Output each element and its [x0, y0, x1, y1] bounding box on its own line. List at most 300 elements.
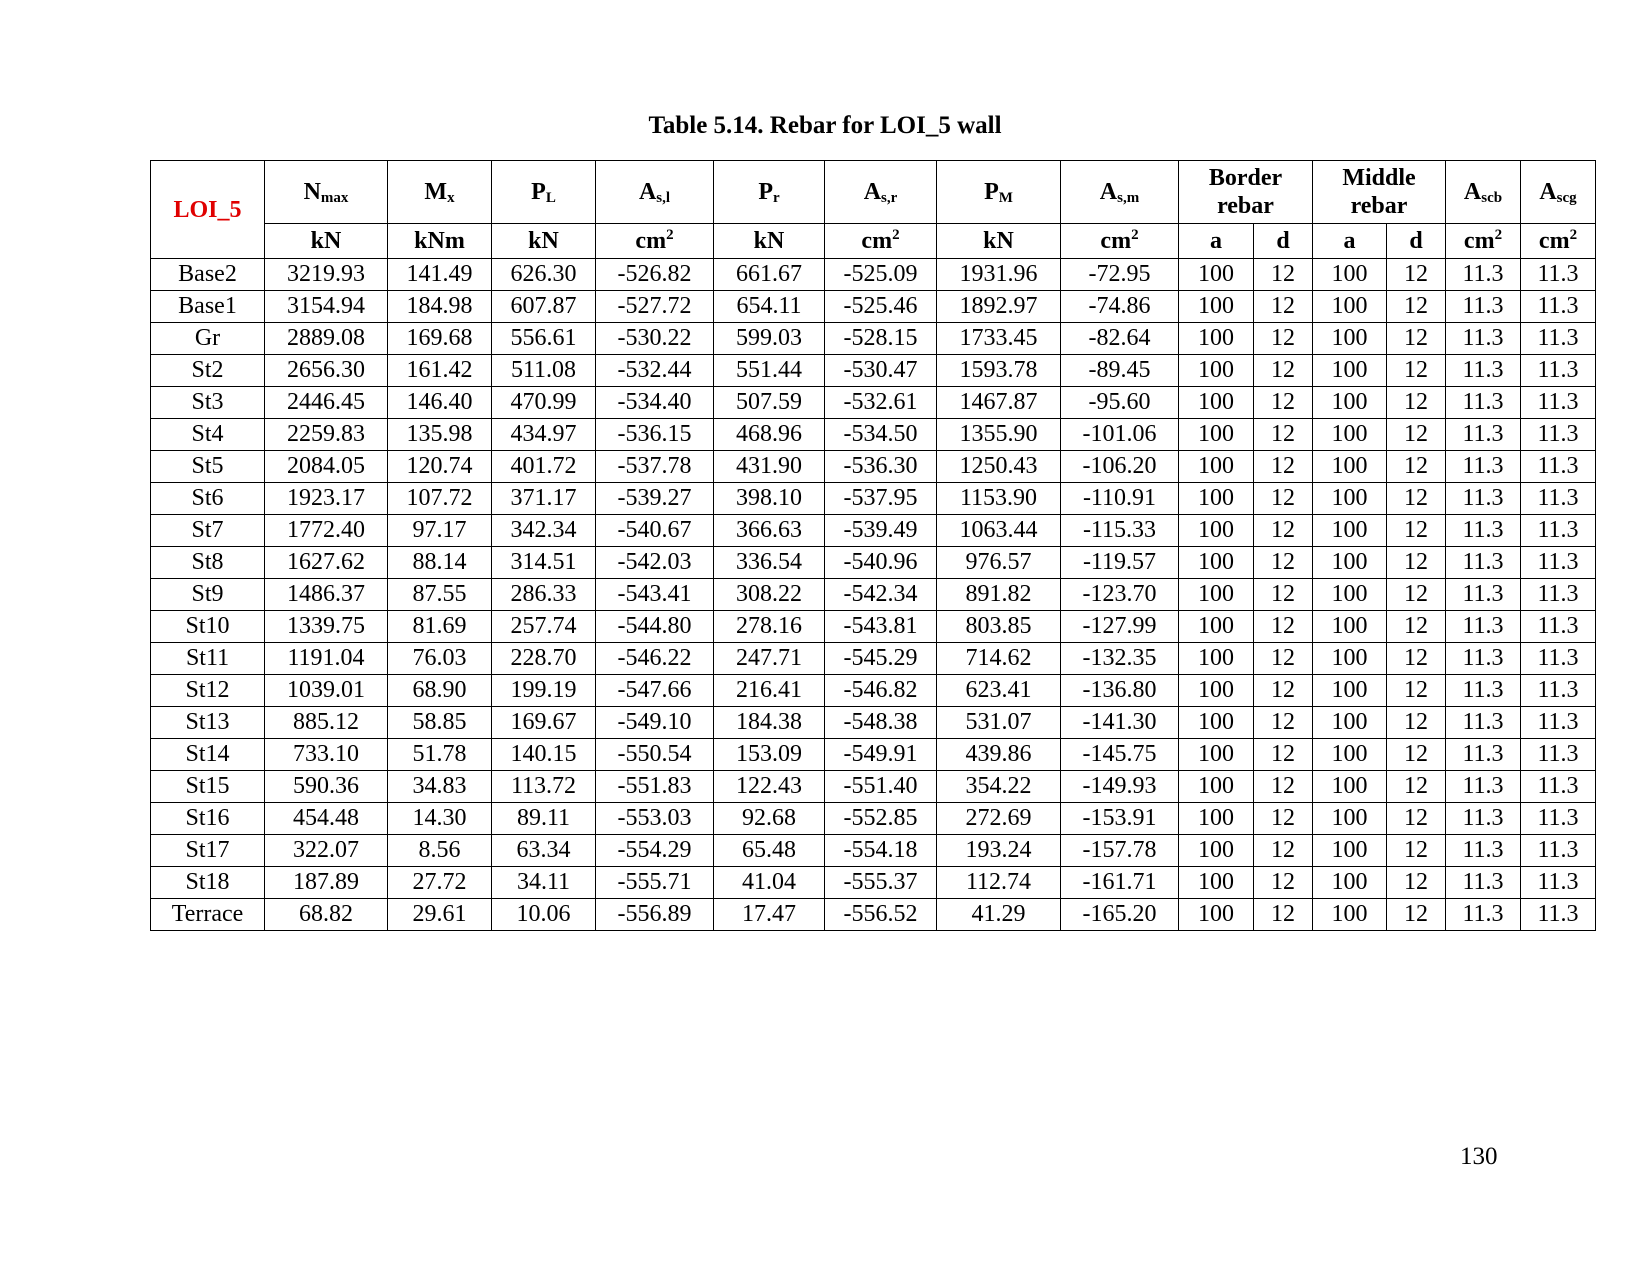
row-label: St11 — [151, 643, 265, 675]
table-cell: 12 — [1254, 643, 1313, 675]
table-cell: 1733.45 — [937, 323, 1061, 355]
table-cell: 11.3 — [1521, 643, 1596, 675]
table-cell: 454.48 — [265, 803, 388, 835]
table-cell: 11.3 — [1446, 419, 1521, 451]
table-cell: 12 — [1387, 291, 1446, 323]
table-cell: 135.98 — [388, 419, 492, 451]
table-cell: 100 — [1179, 579, 1254, 611]
table-cell: 11.3 — [1446, 611, 1521, 643]
header-row — [151, 161, 1596, 224]
table-cell: 100 — [1179, 419, 1254, 451]
table-cell: 1486.37 — [265, 579, 388, 611]
table-cell: 100 — [1313, 899, 1387, 931]
table-row — [151, 643, 1596, 675]
table-cell: 113.72 — [492, 771, 596, 803]
table-cell: 654.11 — [714, 291, 825, 323]
table-cell: 12 — [1254, 771, 1313, 803]
table-cell: -543.81 — [825, 611, 937, 643]
row-label: St2 — [151, 355, 265, 387]
table-cell: 11.3 — [1521, 771, 1596, 803]
table-cell: -539.27 — [596, 483, 714, 515]
table-cell: 100 — [1313, 739, 1387, 771]
table-cell: 11.3 — [1521, 515, 1596, 547]
table-cell: 12 — [1387, 611, 1446, 643]
table-cell: 3154.94 — [265, 291, 388, 323]
table-row — [151, 835, 1596, 867]
table-cell: 100 — [1179, 387, 1254, 419]
table-cell: 11.3 — [1521, 675, 1596, 707]
table-cell: -556.52 — [825, 899, 937, 931]
table-cell: 626.30 — [492, 259, 596, 291]
table-cell: 12 — [1387, 579, 1446, 611]
table-row — [151, 355, 1596, 387]
table-cell: 11.3 — [1446, 291, 1521, 323]
row-label: St9 — [151, 579, 265, 611]
table-cell: 100 — [1313, 355, 1387, 387]
row-label: St7 — [151, 515, 265, 547]
table-cell: -110.91 — [1061, 483, 1179, 515]
table-cell: 2084.05 — [265, 451, 388, 483]
table-cell: -534.40 — [596, 387, 714, 419]
table-cell: -141.30 — [1061, 707, 1179, 739]
header-middle-rebar: Middle rebar — [1313, 161, 1446, 224]
table-cell: 12 — [1254, 547, 1313, 579]
table-cell: 11.3 — [1521, 739, 1596, 771]
table-cell: 1153.90 — [937, 483, 1061, 515]
table-cell: 100 — [1179, 643, 1254, 675]
table-cell: 153.09 — [714, 739, 825, 771]
table-cell: 100 — [1179, 803, 1254, 835]
table-cell: 1923.17 — [265, 483, 388, 515]
table-cell: 12 — [1254, 707, 1313, 739]
table-cell: 431.90 — [714, 451, 825, 483]
table-cell: -119.57 — [1061, 547, 1179, 579]
table-cell: 511.08 — [492, 355, 596, 387]
table-cell: 11.3 — [1446, 899, 1521, 931]
table-row — [151, 611, 1596, 643]
table-cell: 100 — [1179, 675, 1254, 707]
table-cell: -545.29 — [825, 643, 937, 675]
table-cell: 11.3 — [1446, 803, 1521, 835]
table-cell: -552.85 — [825, 803, 937, 835]
table-cell: 11.3 — [1521, 291, 1596, 323]
table-cell: -550.54 — [596, 739, 714, 771]
table-cell: 12 — [1387, 451, 1446, 483]
table-cell: -555.37 — [825, 867, 937, 899]
table-cell: -536.30 — [825, 451, 937, 483]
table-cell: 161.42 — [388, 355, 492, 387]
table-cell: -537.78 — [596, 451, 714, 483]
table-cell: 12 — [1387, 419, 1446, 451]
table-cell: 11.3 — [1521, 611, 1596, 643]
row-label: Gr — [151, 323, 265, 355]
table-cell: 278.16 — [714, 611, 825, 643]
table-cell: 439.86 — [937, 739, 1061, 771]
table-cell: 12 — [1387, 771, 1446, 803]
row-label: St16 — [151, 803, 265, 835]
table-cell: 1772.40 — [265, 515, 388, 547]
table-cell: -544.80 — [596, 611, 714, 643]
table-cell: 100 — [1313, 707, 1387, 739]
unit-cell: a — [1313, 224, 1387, 259]
unit-cell: $cm^2$ — [1061, 224, 1179, 259]
table-cell: 169.68 — [388, 323, 492, 355]
table-cell: 11.3 — [1446, 387, 1521, 419]
table-cell: 11.3 — [1446, 771, 1521, 803]
table-cell: 81.69 — [388, 611, 492, 643]
table-cell: 1467.87 — [937, 387, 1061, 419]
table-cell: 286.33 — [492, 579, 596, 611]
table-cell: 11.3 — [1446, 259, 1521, 291]
table-cell: 803.85 — [937, 611, 1061, 643]
table-cell: 141.49 — [388, 259, 492, 291]
table-cell: -542.34 — [825, 579, 937, 611]
table-cell: 100 — [1179, 899, 1254, 931]
unit-cell: kN — [937, 224, 1061, 259]
table-cell: 257.74 — [492, 611, 596, 643]
table-cell: -554.29 — [596, 835, 714, 867]
table-cell: -72.95 — [1061, 259, 1179, 291]
table-cell: -525.09 — [825, 259, 937, 291]
table-cell: 12 — [1254, 515, 1313, 547]
row-label: St3 — [151, 387, 265, 419]
unit-cell: $cm^2$ — [825, 224, 937, 259]
table-cell: 11.3 — [1446, 355, 1521, 387]
table-row — [151, 803, 1596, 835]
table-cell: -553.03 — [596, 803, 714, 835]
table-cell: 11.3 — [1446, 739, 1521, 771]
table-cell: 29.61 — [388, 899, 492, 931]
table-cell: 12 — [1387, 899, 1446, 931]
table-cell: 100 — [1179, 483, 1254, 515]
table-cell: 1191.04 — [265, 643, 388, 675]
table-title: Table 5.14. Rebar for LOI_5 wall — [648, 112, 1002, 139]
table-cell: 12 — [1387, 323, 1446, 355]
table-cell: 1250.43 — [937, 451, 1061, 483]
table-cell: 891.82 — [937, 579, 1061, 611]
table-cell: 41.29 — [937, 899, 1061, 931]
unit-cell: d — [1387, 224, 1446, 259]
table-cell: 12 — [1254, 835, 1313, 867]
header-asm: $A_{s,m}$ — [1061, 161, 1179, 224]
table-cell: 34.11 — [492, 867, 596, 899]
table-cell: 599.03 — [714, 323, 825, 355]
row-label: St6 — [151, 483, 265, 515]
table-cell: 371.17 — [492, 483, 596, 515]
table-cell: -540.67 — [596, 515, 714, 547]
table-cell: 216.41 — [714, 675, 825, 707]
corner-label: LOI_5 — [151, 161, 265, 259]
header-nmax: $N_{max}$ — [265, 161, 388, 224]
table-cell: 11.3 — [1521, 579, 1596, 611]
table-cell: -526.82 — [596, 259, 714, 291]
unit-cell: kN — [265, 224, 388, 259]
table-cell: 100 — [1313, 579, 1387, 611]
table-cell: 11.3 — [1521, 451, 1596, 483]
unit-cell: $cm^2$ — [596, 224, 714, 259]
table-cell: 11.3 — [1521, 419, 1596, 451]
table-row — [151, 707, 1596, 739]
table-cell: 10.06 — [492, 899, 596, 931]
table-cell: 2259.83 — [265, 419, 388, 451]
table-cell: -95.60 — [1061, 387, 1179, 419]
table-cell: 11.3 — [1446, 547, 1521, 579]
table-cell: 100 — [1313, 771, 1387, 803]
table-cell: 1339.75 — [265, 611, 388, 643]
unit-cell: kN — [714, 224, 825, 259]
table-cell: 11.3 — [1446, 483, 1521, 515]
table-row — [151, 451, 1596, 483]
table-cell: -543.41 — [596, 579, 714, 611]
table-cell: 100 — [1179, 771, 1254, 803]
table-row — [151, 675, 1596, 707]
table-cell: 623.41 — [937, 675, 1061, 707]
table-cell: 12 — [1387, 259, 1446, 291]
table-cell: 12 — [1254, 803, 1313, 835]
table-cell: 12 — [1254, 739, 1313, 771]
table-cell: 97.17 — [388, 515, 492, 547]
table-cell: -165.20 — [1061, 899, 1179, 931]
unit-cell: kNm — [388, 224, 492, 259]
unit-cell: $cm^2$ — [1446, 224, 1521, 259]
table-cell: 11.3 — [1521, 899, 1596, 931]
table-cell: 12 — [1254, 355, 1313, 387]
table-cell: 100 — [1179, 611, 1254, 643]
table-cell: 100 — [1313, 419, 1387, 451]
table-cell: -527.72 — [596, 291, 714, 323]
table-cell: 1355.90 — [937, 419, 1061, 451]
table-cell: -534.50 — [825, 419, 937, 451]
table-cell: 8.56 — [388, 835, 492, 867]
table-cell: -153.91 — [1061, 803, 1179, 835]
table-cell: -127.99 — [1061, 611, 1179, 643]
table-cell: 551.44 — [714, 355, 825, 387]
table-cell: -542.03 — [596, 547, 714, 579]
table-cell: 100 — [1313, 803, 1387, 835]
table-cell: 100 — [1313, 483, 1387, 515]
table-cell: 2446.45 — [265, 387, 388, 419]
table-cell: 11.3 — [1521, 867, 1596, 899]
table-cell: 590.36 — [265, 771, 388, 803]
header-pl: $P_L$ — [492, 161, 596, 224]
table-cell: -532.61 — [825, 387, 937, 419]
table-cell: 51.78 — [388, 739, 492, 771]
table-cell: 122.43 — [714, 771, 825, 803]
row-label: Base1 — [151, 291, 265, 323]
table-cell: 2656.30 — [265, 355, 388, 387]
table-cell: 11.3 — [1521, 835, 1596, 867]
table-cell: 63.34 — [492, 835, 596, 867]
table-cell: 100 — [1179, 867, 1254, 899]
table-cell: 100 — [1313, 547, 1387, 579]
table-cell: -551.83 — [596, 771, 714, 803]
table-cell: 11.3 — [1521, 707, 1596, 739]
table-cell: 12 — [1254, 611, 1313, 643]
table-cell: 146.40 — [388, 387, 492, 419]
header-pm: $P_M$ — [937, 161, 1061, 224]
table-cell: 184.98 — [388, 291, 492, 323]
table-cell: 68.82 — [265, 899, 388, 931]
table-cell: 12 — [1387, 355, 1446, 387]
table-cell: -548.38 — [825, 707, 937, 739]
table-cell: 12 — [1387, 707, 1446, 739]
table-cell: 12 — [1254, 259, 1313, 291]
table-cell: 12 — [1387, 675, 1446, 707]
table-cell: 100 — [1313, 611, 1387, 643]
table-cell: -554.18 — [825, 835, 937, 867]
table-cell: 11.3 — [1446, 675, 1521, 707]
table-cell: 193.24 — [937, 835, 1061, 867]
table-row — [151, 419, 1596, 451]
table-cell: 468.96 — [714, 419, 825, 451]
table-cell: 12 — [1387, 547, 1446, 579]
table-cell: 11.3 — [1521, 323, 1596, 355]
table-cell: -101.06 — [1061, 419, 1179, 451]
table-cell: 41.04 — [714, 867, 825, 899]
table-cell: -161.71 — [1061, 867, 1179, 899]
table-cell: 12 — [1387, 803, 1446, 835]
header-ascg: $A_{scg}$ — [1521, 161, 1596, 224]
table-cell: -539.49 — [825, 515, 937, 547]
row-label: St13 — [151, 707, 265, 739]
table-cell: -123.70 — [1061, 579, 1179, 611]
table-cell: 100 — [1179, 323, 1254, 355]
table-cell: -106.20 — [1061, 451, 1179, 483]
table-cell: 3219.93 — [265, 259, 388, 291]
table-cell: -145.75 — [1061, 739, 1179, 771]
table-cell: 12 — [1254, 899, 1313, 931]
table-cell: 11.3 — [1446, 323, 1521, 355]
table-cell: 100 — [1179, 707, 1254, 739]
row-label: St5 — [151, 451, 265, 483]
table-cell: 1039.01 — [265, 675, 388, 707]
table-cell: 12 — [1387, 867, 1446, 899]
row-label: St18 — [151, 867, 265, 899]
table-cell: 12 — [1254, 419, 1313, 451]
table-cell: 92.68 — [714, 803, 825, 835]
table-cell: 100 — [1313, 835, 1387, 867]
table-cell: -555.71 — [596, 867, 714, 899]
table-cell: 27.72 — [388, 867, 492, 899]
table-cell: 976.57 — [937, 547, 1061, 579]
table-cell: 11.3 — [1521, 387, 1596, 419]
table-cell: 100 — [1179, 291, 1254, 323]
unit-cell: $cm^2$ — [1521, 224, 1596, 259]
table-cell: 470.99 — [492, 387, 596, 419]
table-cell: 65.48 — [714, 835, 825, 867]
table-cell: 11.3 — [1446, 835, 1521, 867]
table-cell: 87.55 — [388, 579, 492, 611]
table-row — [151, 323, 1596, 355]
table-cell: -74.86 — [1061, 291, 1179, 323]
table-cell: 11.3 — [1521, 483, 1596, 515]
table-cell: 308.22 — [714, 579, 825, 611]
table-cell: 661.67 — [714, 259, 825, 291]
table-cell: 12 — [1387, 515, 1446, 547]
table-cell: 2889.08 — [265, 323, 388, 355]
table-cell: 100 — [1179, 547, 1254, 579]
table-cell: 507.59 — [714, 387, 825, 419]
table-cell: 272.69 — [937, 803, 1061, 835]
header-mx: $M_x$ — [388, 161, 492, 224]
table-cell: 100 — [1179, 515, 1254, 547]
table-cell: -549.10 — [596, 707, 714, 739]
table-cell: 11.3 — [1521, 547, 1596, 579]
table-cell: 11.3 — [1446, 867, 1521, 899]
table-cell: -549.91 — [825, 739, 937, 771]
table-row — [151, 899, 1596, 931]
header-pr: $P_r$ — [714, 161, 825, 224]
unit-cell: kN — [492, 224, 596, 259]
table-cell: 11.3 — [1521, 803, 1596, 835]
table-cell: 434.97 — [492, 419, 596, 451]
table-cell: 17.47 — [714, 899, 825, 931]
table-cell: 100 — [1313, 867, 1387, 899]
row-label: St14 — [151, 739, 265, 771]
table-cell: -536.15 — [596, 419, 714, 451]
table-cell: 1593.78 — [937, 355, 1061, 387]
table-row — [151, 515, 1596, 547]
table-cell: 34.83 — [388, 771, 492, 803]
table-cell: 68.90 — [388, 675, 492, 707]
table-cell: -537.95 — [825, 483, 937, 515]
table-cell: -115.33 — [1061, 515, 1179, 547]
table-row — [151, 771, 1596, 803]
table-cell: 354.22 — [937, 771, 1061, 803]
table-cell: 88.14 — [388, 547, 492, 579]
header-border-rebar: Border rebar — [1179, 161, 1313, 224]
row-label: St12 — [151, 675, 265, 707]
table-row — [151, 579, 1596, 611]
table-cell: 12 — [1254, 867, 1313, 899]
table-cell: -530.22 — [596, 323, 714, 355]
table-cell: -532.44 — [596, 355, 714, 387]
row-label: St10 — [151, 611, 265, 643]
table-row — [151, 291, 1596, 323]
row-label: St15 — [151, 771, 265, 803]
table-body — [151, 259, 1596, 931]
row-label: St17 — [151, 835, 265, 867]
table-cell: 11.3 — [1521, 259, 1596, 291]
table-cell: 11.3 — [1446, 707, 1521, 739]
table-cell: -551.40 — [825, 771, 937, 803]
table-cell: 112.74 — [937, 867, 1061, 899]
units-row — [151, 224, 1596, 259]
table-cell: 100 — [1313, 675, 1387, 707]
table-cell: 714.62 — [937, 643, 1061, 675]
table-cell: 247.71 — [714, 643, 825, 675]
unit-cell: d — [1254, 224, 1313, 259]
table-row — [151, 387, 1596, 419]
table-cell: 366.63 — [714, 515, 825, 547]
table-row — [151, 867, 1596, 899]
table-cell: 398.10 — [714, 483, 825, 515]
table-cell: 336.54 — [714, 547, 825, 579]
table-cell: 120.74 — [388, 451, 492, 483]
table-cell: 100 — [1313, 323, 1387, 355]
table-cell: 12 — [1254, 483, 1313, 515]
row-label: St4 — [151, 419, 265, 451]
table-row — [151, 547, 1596, 579]
table-cell: 187.89 — [265, 867, 388, 899]
rebar-table — [150, 160, 1596, 931]
table-cell: -547.66 — [596, 675, 714, 707]
table-cell: 12 — [1254, 579, 1313, 611]
table-cell: 12 — [1254, 323, 1313, 355]
table-cell: 314.51 — [492, 547, 596, 579]
table-cell: 885.12 — [265, 707, 388, 739]
table-cell: 169.67 — [492, 707, 596, 739]
